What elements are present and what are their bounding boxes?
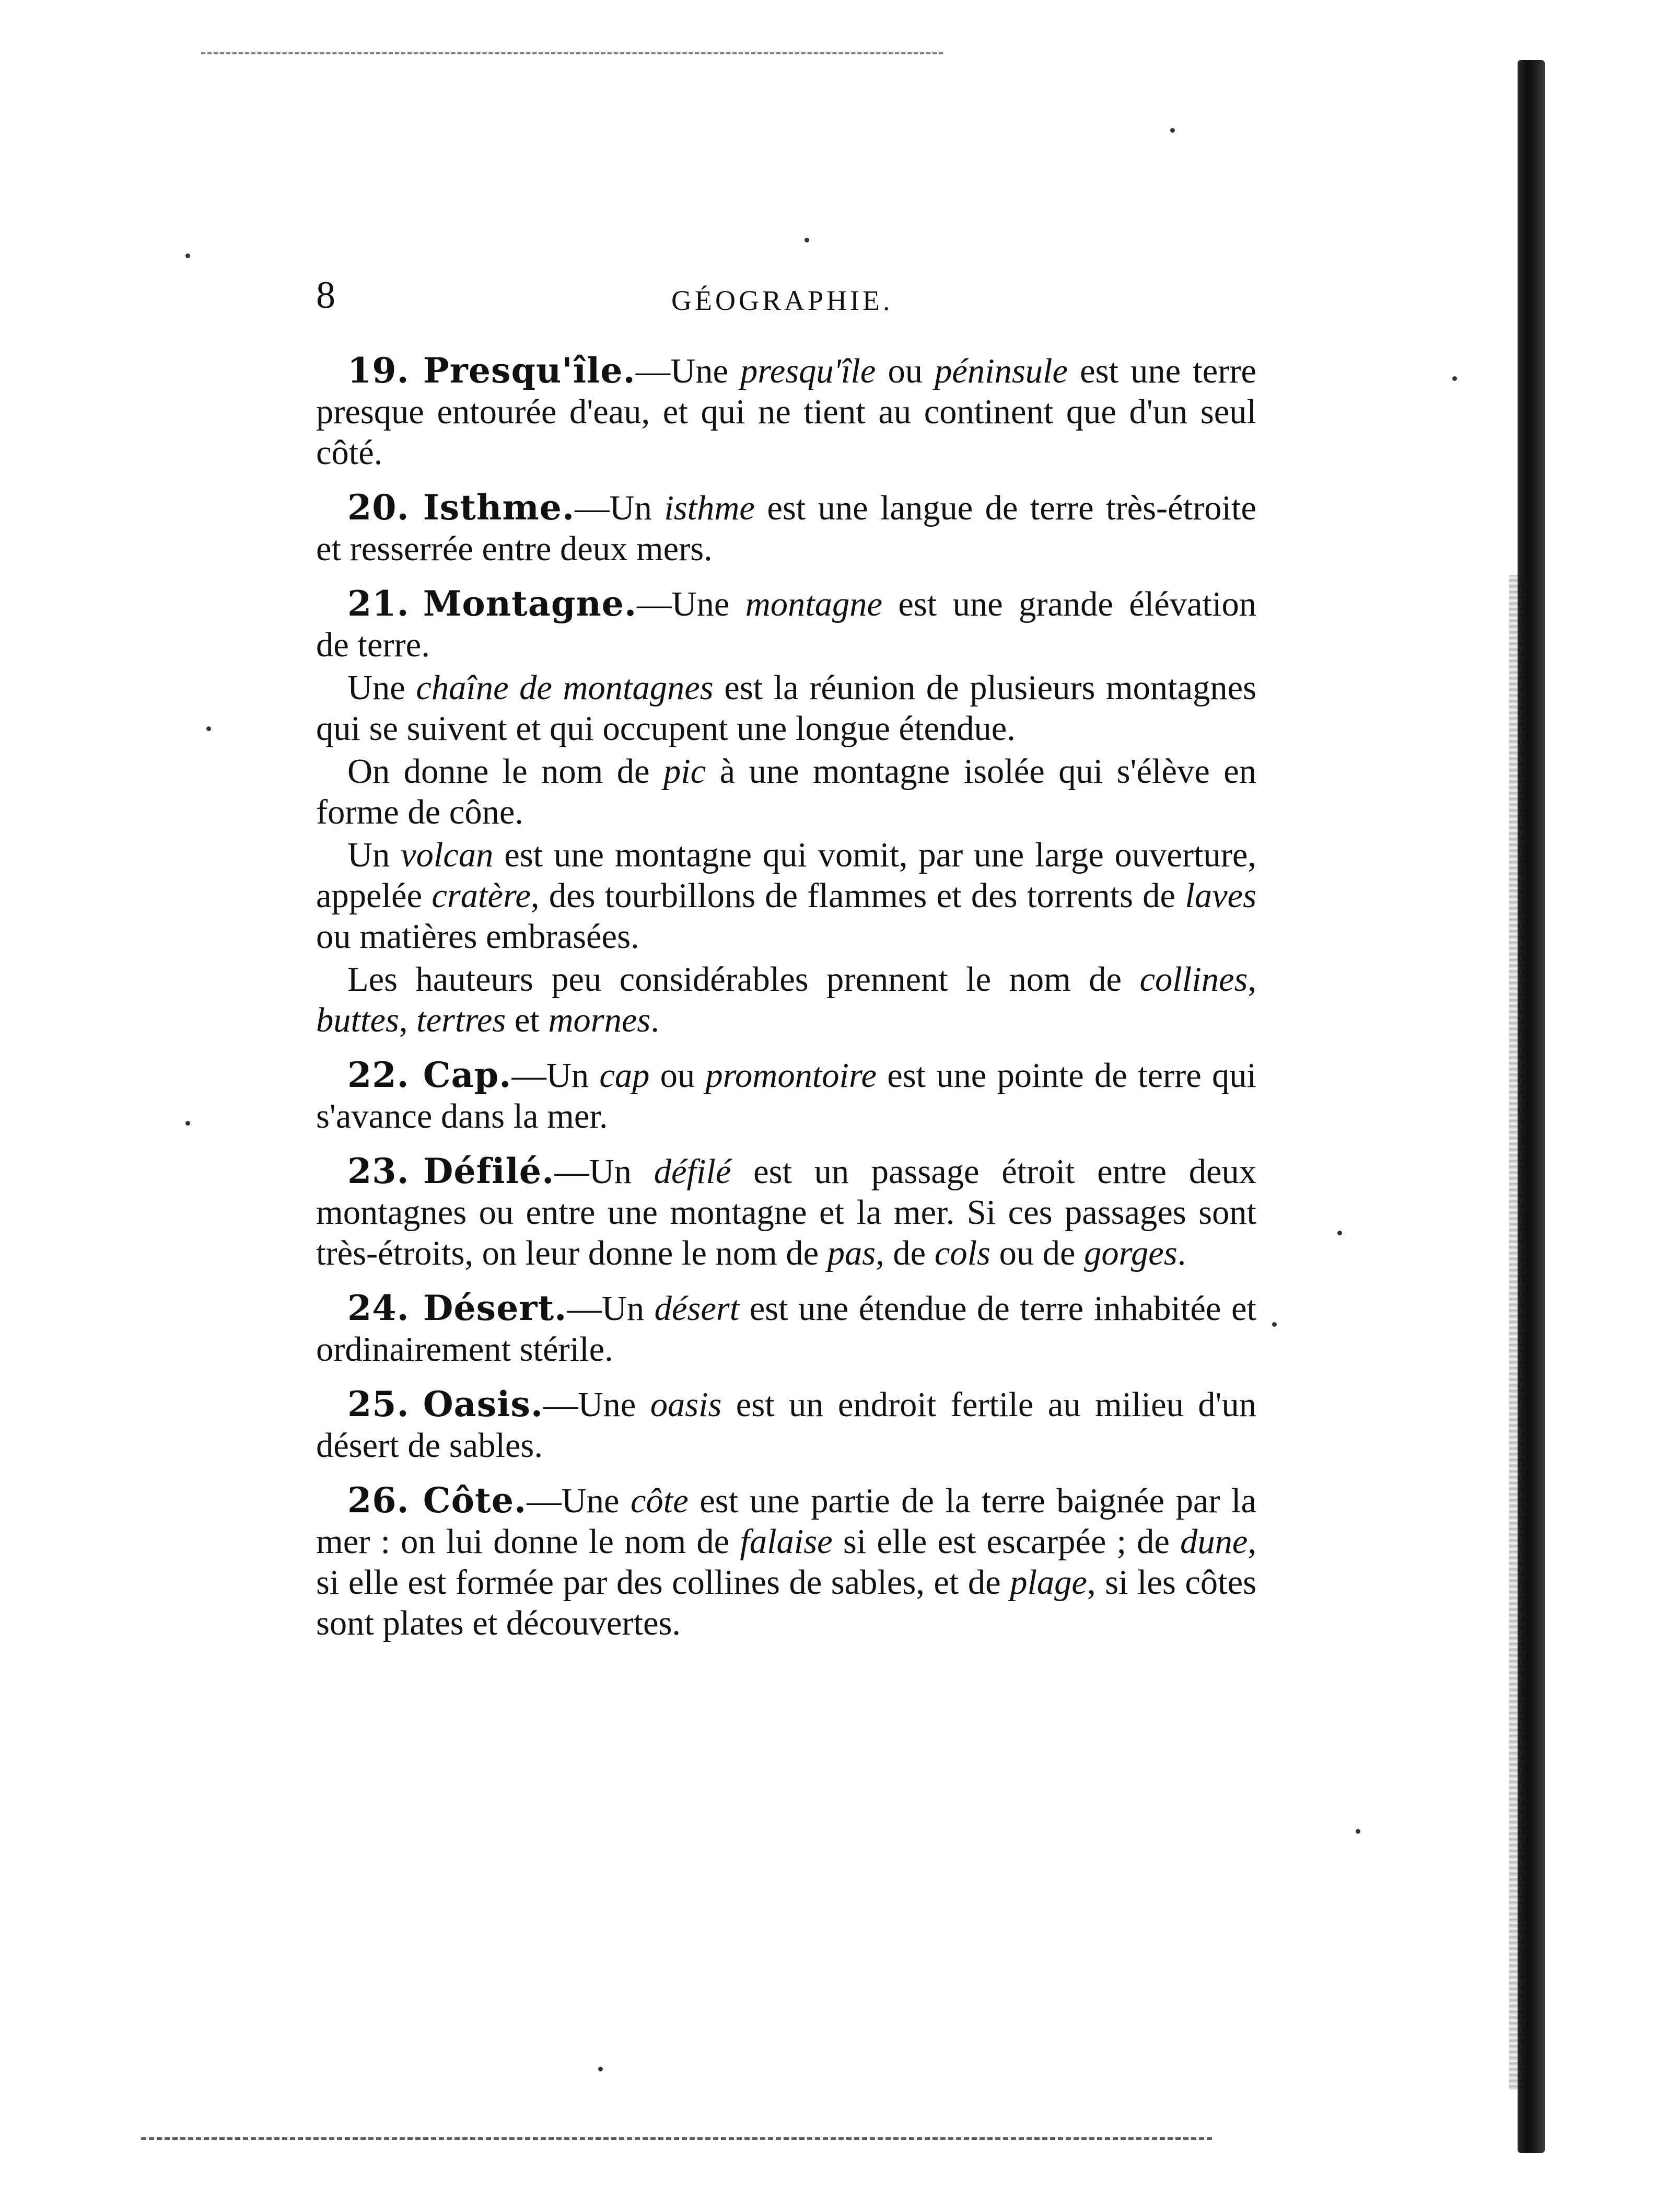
- definition-entry: [316, 1480, 1256, 1644]
- italic-term: pic: [663, 752, 706, 791]
- definition-paragraph: [316, 1384, 1256, 1466]
- page-number: 8: [316, 274, 335, 317]
- italic-term: collines: [1139, 960, 1248, 999]
- italic-term: chaîne de montagnes: [416, 669, 714, 707]
- definition-paragraph: [316, 487, 1256, 570]
- italic-term: cap: [599, 1057, 650, 1095]
- italic-term: cols: [934, 1234, 990, 1272]
- italic-term: dune: [1180, 1523, 1248, 1561]
- scan-speck: [1272, 1322, 1277, 1327]
- text-run: ou matières embrasées.: [316, 918, 639, 956]
- italic-term: presqu'île: [740, 352, 876, 390]
- text-run: et: [506, 1001, 549, 1039]
- italic-term: défilé: [654, 1153, 731, 1191]
- entry-term: Oasis.: [423, 1384, 544, 1425]
- italic-term: pas: [827, 1234, 876, 1272]
- entry-number: 21.: [347, 583, 410, 624]
- text-run: —Un: [567, 1290, 655, 1328]
- definition-paragraph: [316, 583, 1256, 666]
- definition-entry: [316, 583, 1256, 1041]
- text-run: On donne le nom de: [347, 752, 663, 791]
- text-run: est une montagne qui vomit, par une large ouverture, appelée: [316, 836, 1256, 915]
- scan-speck: [805, 238, 809, 242]
- text-run: —Un: [511, 1057, 600, 1095]
- definition-subparagraph: [316, 835, 1256, 957]
- italic-term: tertres: [416, 1001, 506, 1039]
- text-run: , si les côtes sont plates et découvertes.: [316, 1564, 1256, 1642]
- text-run: .: [650, 1001, 659, 1039]
- definition-entry: [316, 487, 1256, 570]
- text-run: ou de: [990, 1234, 1085, 1272]
- italic-term: gorges: [1084, 1234, 1178, 1272]
- text-run: ,: [1248, 960, 1256, 999]
- entry-term: Désert.: [423, 1288, 567, 1328]
- italic-term: isthme: [664, 489, 755, 527]
- text-run: Une: [347, 669, 416, 707]
- text-run: est une pointe de terre qui s'avance dans la mer.: [316, 1057, 1256, 1136]
- definition-subparagraph: [316, 751, 1256, 833]
- entry-number: 23.: [347, 1151, 410, 1191]
- text-run: .: [1177, 1234, 1186, 1272]
- italic-term: plage: [1010, 1564, 1087, 1602]
- text-run: si elle est escarpée ; de: [832, 1523, 1181, 1561]
- italic-term: falaise: [740, 1523, 833, 1561]
- scan-speck: [1337, 1231, 1342, 1235]
- text-run: , de: [876, 1234, 935, 1272]
- italic-term: montagne: [745, 585, 883, 623]
- text-run: —Un: [575, 489, 665, 527]
- scan-speck: [1356, 1829, 1360, 1834]
- text-run: , des tourbillons de flammes et des torrents de: [530, 877, 1185, 915]
- entry-number: 20.: [347, 487, 410, 528]
- text-run: est la réunion de plusieurs montagnes qui se suivent et qui occupent une longue étendue.: [316, 669, 1257, 748]
- definition-paragraph: [316, 350, 1256, 473]
- text-run: Les hauteurs peu considérables prennent le nom de: [347, 960, 1140, 999]
- text-run: à une montagne isolée qui s'élève en forme de cône.: [316, 752, 1256, 831]
- entry-number: 26.: [347, 1480, 410, 1521]
- italic-term: oasis: [650, 1386, 722, 1424]
- text-run: —Une: [637, 585, 745, 623]
- text-run: Un: [347, 836, 401, 874]
- entry-term: Isthme.: [423, 487, 575, 528]
- scan-speck: [206, 726, 211, 731]
- scan-speck: [1170, 128, 1175, 133]
- definition-paragraph: [316, 1055, 1256, 1137]
- text-run: —Une: [635, 352, 741, 390]
- definition-entry: [316, 350, 1256, 473]
- definition-subparagraph: [316, 959, 1256, 1041]
- italic-term: mornes: [548, 1001, 651, 1039]
- page-edge-texture: [1509, 575, 1524, 2090]
- text-run: est une terre presque entourée d'eau, et qui ne tient au continent que d'un seul côté.: [316, 352, 1257, 472]
- text-run: —Un: [554, 1153, 654, 1191]
- text-run: ,: [399, 1001, 417, 1039]
- italic-term: laves: [1185, 877, 1256, 915]
- definition-subparagraph: [316, 668, 1256, 749]
- definition-entry: [316, 1288, 1256, 1370]
- entry-term: Cap.: [423, 1055, 512, 1095]
- definition-entry: [316, 1151, 1256, 1274]
- scan-speck: [185, 253, 190, 258]
- scan-speck: [1452, 376, 1457, 381]
- italic-term: désert: [654, 1290, 740, 1328]
- italic-term: cratère: [432, 877, 531, 915]
- page-header: [316, 267, 1256, 324]
- entry-number: 25.: [347, 1384, 410, 1425]
- scan-speck: [598, 2067, 603, 2071]
- italic-term: côte: [631, 1482, 689, 1520]
- text-run: est un passage étroit entre deux montagnes ou entre une montagne et la mer. Si ces passages sont très-étroits, on leur donne le nom de: [316, 1153, 1256, 1272]
- text-run: est une partie de la terre baignée par la mer : on lui donne le nom de: [316, 1482, 1257, 1561]
- bottom-scan-rule: [141, 2137, 1212, 2140]
- italic-term: buttes: [316, 1001, 399, 1039]
- entry-term: Côte.: [423, 1480, 527, 1521]
- running-head: GÉOGRAPHIE.: [671, 285, 893, 316]
- text-run: est une langue de terre très-étroite et resserrée entre deux mers.: [316, 489, 1256, 568]
- italic-term: promontoire: [705, 1057, 877, 1095]
- top-scan-rule: [201, 52, 943, 54]
- italic-term: péninsule: [935, 352, 1068, 390]
- definition-paragraph: [316, 1151, 1256, 1274]
- text-run: —Une: [527, 1482, 631, 1520]
- definition-entry: [316, 1384, 1256, 1466]
- text-run: —Une: [543, 1386, 650, 1424]
- scan-speck: [185, 1121, 190, 1126]
- definition-paragraph: [316, 1288, 1256, 1370]
- entry-term: Défilé.: [423, 1151, 555, 1191]
- entry-number: 22.: [347, 1055, 410, 1095]
- text-run: est une grande élévation de terre.: [316, 585, 1256, 664]
- text-run: , si elle est formée par des collines de sables, et de: [316, 1523, 1256, 1602]
- text-run: ou: [876, 352, 935, 390]
- italic-term: volcan: [401, 836, 494, 874]
- entry-number: 24.: [347, 1288, 410, 1328]
- entry-number: 19.: [347, 350, 410, 391]
- definition-paragraph: [316, 1480, 1256, 1644]
- text-run: est un endroit fertile au milieu d'un désert de sables.: [316, 1386, 1256, 1465]
- body-text: [316, 350, 1256, 1658]
- text-run: ou: [649, 1057, 706, 1095]
- text-run: est une étendue de terre inhabitée et ordinairement stérile.: [316, 1290, 1256, 1369]
- entry-term: Montagne.: [423, 583, 637, 624]
- entry-term: Presqu'île.: [423, 350, 636, 391]
- definition-entry: [316, 1055, 1256, 1137]
